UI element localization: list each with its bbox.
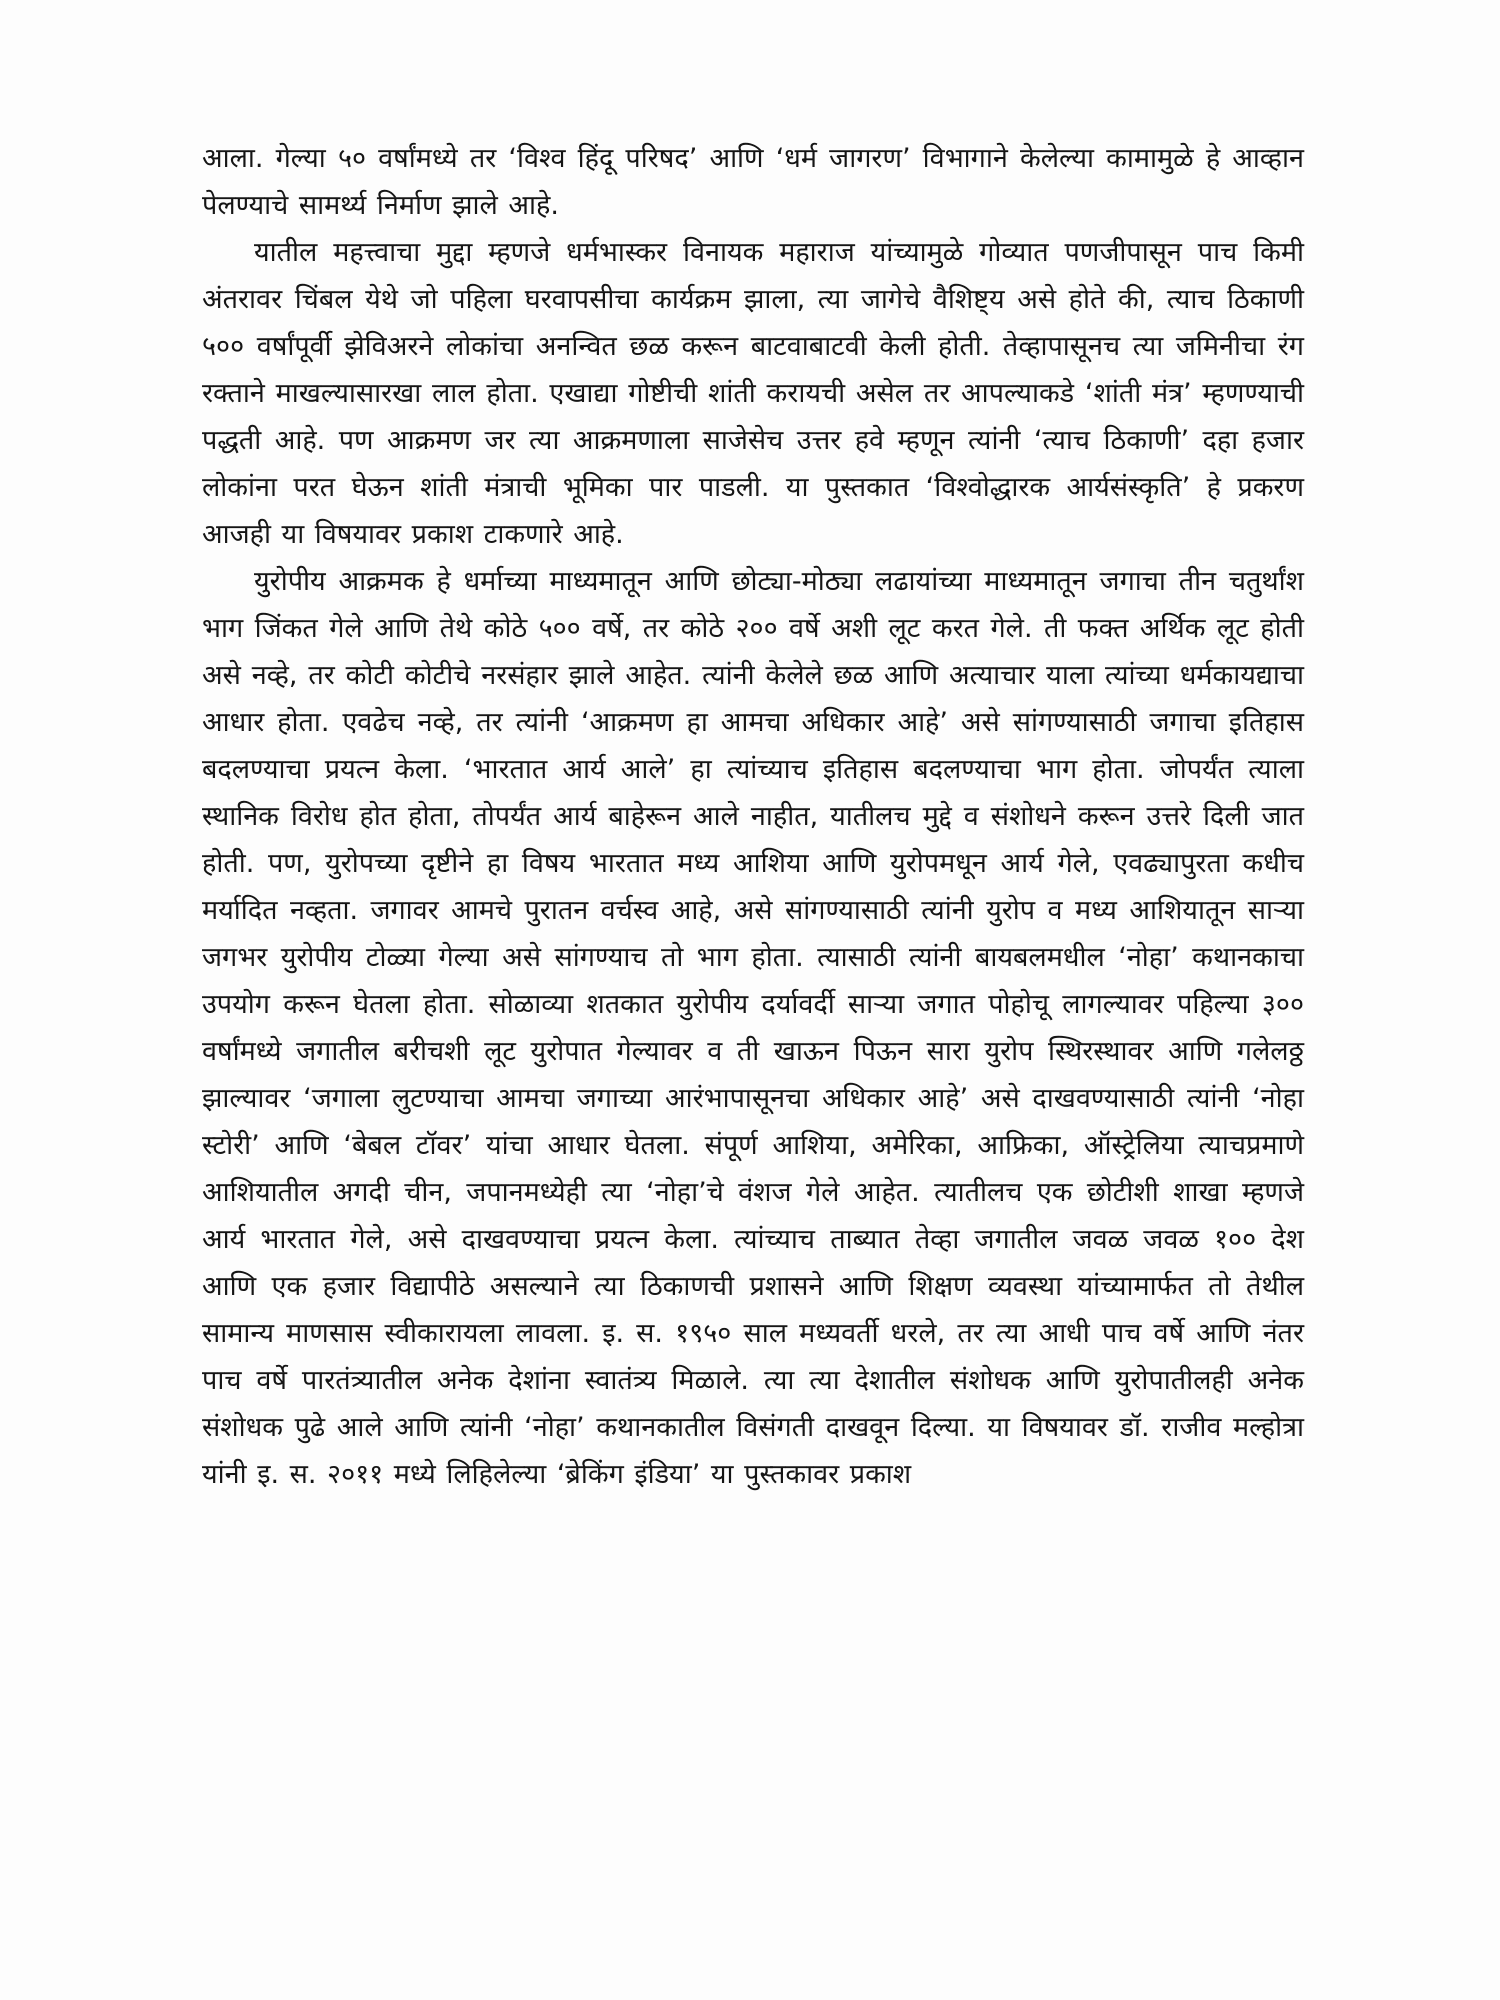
paragraph-1: आला. गेल्या ५० वर्षांमध्ये तर ‘विश्व हिंदू परिषद’ आणि ‘धर्म जागरण’ विभागाने केलेल्या कामामुळे हे आव्हान पेलण्याचे सामर्थ्य निर्माण झाले आहे. bbox=[202, 143, 1304, 221]
paragraph-2: यातील महत्त्वाचा मुद्दा म्हणजे धर्मभास्कर विनायक महाराज यांच्यामुळे गोव्यात पणजीपासून पाच किमी अंतरावर चिंबल येथे जो पहिला घरवापसीचा कार्यक्रम झाला, त्या जागेचे वैशिष्ट्य असे होते की, त्याच ठिकाणी ५०० वर्षांपूर्वी झेविअरने लोकांचा अनन्वित छळ करून बाटवाबाटवी केली होती. तेव्हापासूनच त्या जमिनीचा रंग रक्ताने माखल्यासारखा लाल होता. एखाद्या गोष्टीची शांती करायची असेल तर आपल्याकडे ‘शांती मंत्र’ म्हणण्याची पद्धती आहे. पण आक्रमण जर त्या आक्रमणाला साजेसेच उत्तर हवे म्हणून त्यांनी ‘त्याच ठिकाणी’ दहा हजार लोकांना परत घेऊन शांती मंत्राची भूमिका पार पाडली. या पुस्तकात ‘विश्वोद्धारक आर्यसंस्कृति’ हे प्रकरण आजही या विषयावर प्रकाश टाकणारे आहे. bbox=[202, 237, 1304, 550]
paragraph-3: युरोपीय आक्रमक हे धर्माच्या माध्यमातून आणि छोट्या-मोठ्या लढायांच्या माध्यमातून जगाचा तीन चतुर्थांश भाग जिंकत गेले आणि तेथे कोठे ५०० वर्षे, तर कोठे २०० वर्षे अशी लूट करत गेले. ती फक्त अर्थिक लूट होती असे नव्हे, तर कोटी कोटीचे नरसंहार झाले आहेत. त्यांनी केलेले छळ आणि अत्याचार याला त्यांच्या धर्मकायद्याचा आधार होता. एवढेच नव्हे, तर त्यांनी ‘आक्रमण हा आमचा अधिकार आहे’ असे सांगण्यासाठी जगाचा इतिहास बदलण्याचा प्रयत्न केला. ‘भारतात आर्य आले’ हा त्यांच्याच इतिहास बदलण्याचा भाग होता. जोपर्यंत त्याला स्थानिक विरोध होत होता, तोपर्यंत आर्य बाहेरून आले नाहीत, यातीलच मुद्दे व संशोधने करून उत्तरे दिली जात होती. पण, युरोपच्या दृष्टीने हा विषय भारतात मध्य आशिया आणि युरोपमधून आर्य गेले, एवढ्यापुरता कधीच मर्यादित नव्हता. जगावर आमचे पुरातन वर्चस्व आहे, असे सांगण्यासाठी त्यांनी युरोप व मध्य आशियातून साऱ्या जगभर युरोपीय टोळ्या गेल्या असे सांगण्याच तो भाग होता. त्यासाठी त्यांनी बायबलमधील ‘नोहा’ कथानकाचा उपयोग करून घेतला होता. सोळाव्या शतकात युरोपीय दर्यावर्दी साऱ्या जगात पोहोचू लागल्यावर पहिल्या ३०० वर्षांमध्ये जगातील बरीचशी लूट युरोपात गेल्यावर व ती खाऊन पिऊन सारा युरोप स्थिरस्थावर आणि गलेलठ्ठ झाल्यावर ‘जगाला लुटण्याचा आमचा जगाच्या आरंभापासूनचा अधिकार आहे’ असे दाखवण्यासाठी त्यांनी ‘नोहा स्टोरी’ आणि ‘बेबल टॉवर’ यांचा आधार घेतला. संपूर्ण आशिया, अमेरिका, आफ्रिका, ऑस्ट्रेलिया त्याचप्रमाणे आशियातील अगदी चीन, जपानमध्येही त्या ‘नोहा’चे वंशज गेले आहेत. त्यातीलच एक छोटीशी शाखा म्हणजे आर्य भारतात गेले, असे दाखवण्याचा प्रयत्न केला. त्यांच्याच ताब्यात तेव्हा जगातील जवळ जवळ १०० देश आणि एक हजार विद्यापीठे असल्याने त्या ठिकाणची प्रशासने आणि शिक्षण व्यवस्था यांच्यामार्फत तो तेथील सामान्य माणसास स्वीकारायला लावला. इ. स. १९५० साल मध्यवर्ती धरले, तर त्या आधी पाच वर्षे आणि नंतर पाच वर्षे पारतंत्र्यातील अनेक देशांना स्वातंत्र्य मिळाले. त्या त्या देशातील संशोधक आणि युरोपातीलही अनेक संशोधक पुढे आले आणि त्यांनी ‘नोहा’ कथानकातील विसंगती दाखवून दिल्या. या विषयावर डॉ. राजीव मल्होत्रा यांनी इ. स. २०११ मध्ये लिहिलेल्या ‘ब्रेकिंग इंडिया’ या पुस्तकावर प्रकाश bbox=[202, 566, 1304, 1490]
